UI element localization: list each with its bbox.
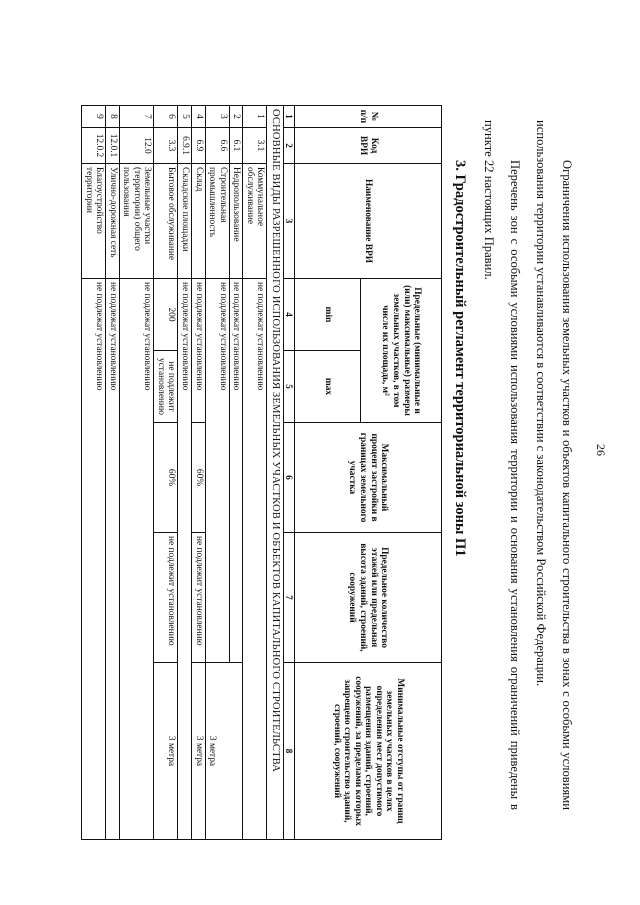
row-floors: не подлежит установлению [154, 533, 178, 663]
column-number: 4 [283, 279, 294, 351]
intro-paragraph-2: Перечень зон с особыми условиями использования территории и основания установления ограничений приведены в пункте 22 настоящих Правил. [482, 120, 522, 810]
table-row [154, 106, 178, 840]
row-floors: не подлежит установлению [191, 533, 205, 663]
row-name: Земельные участки (территории) общего пользования [119, 164, 154, 279]
column-number: 8 [283, 663, 294, 840]
header-max: max [295, 351, 361, 423]
row-size: не подлежат установлению [119, 279, 154, 840]
row-name: Склад [191, 164, 205, 279]
header-setback: Минимальные отступы от границ земельных участков в целях определения мест допустимого размещения зданий, строений, сооружений, за пределами которых запрещено строительство зданий, строений, сооружений [295, 663, 442, 840]
row-name: Коммунальное обслуживание [243, 164, 267, 279]
row-size: не подлежат установлению [106, 279, 120, 840]
page-number: 26 [594, 444, 608, 456]
table-row [243, 106, 267, 840]
section-title: 3. Градостроительный регламент территориальной зоны П1 [452, 160, 468, 557]
row-size: не подлежат установлению [243, 279, 267, 840]
row-code: 6.6 [205, 128, 229, 164]
table-row [178, 106, 192, 840]
row-number: 8 [106, 106, 120, 128]
row-number: 4 [191, 106, 205, 128]
column-number: 7 [283, 533, 294, 663]
row-min: 200 [154, 279, 178, 351]
header-percent: Максимальный процент застройки в границах земельного участка [295, 423, 442, 533]
row-name: Складские площадки [178, 164, 192, 279]
row-name: Улично-дорожная сеть [106, 164, 120, 279]
table-row [119, 106, 154, 840]
table-row [82, 106, 106, 840]
header-size: Предельные (минимальные и (или) максимальные) размеры земельных участков, в том числе их площадь, м² [361, 279, 442, 423]
regulation-table [81, 105, 442, 840]
row-code: 6.9 [191, 128, 205, 164]
row-size: не подлежат установлению [229, 279, 243, 663]
row-name: Строительная промышленность [205, 164, 229, 279]
row-code: 6.1 [229, 128, 243, 164]
row-setback: 3 метра [191, 663, 205, 840]
column-number: 1 [283, 106, 294, 128]
row-size: не подлежат установлению [178, 279, 192, 840]
row-name: Благоустройство территории [82, 164, 106, 279]
header-row [361, 106, 442, 840]
column-number: 5 [283, 351, 294, 423]
row-number: 6 [154, 106, 178, 128]
row-percent: 60% [154, 423, 178, 533]
header-min: min [295, 279, 361, 351]
intro-text [476, 120, 580, 810]
row-code: 12.0 [119, 128, 154, 164]
header-code: Код ВРИ [295, 128, 442, 164]
row-number: 3 [205, 106, 229, 128]
row-code: 6.9.1 [178, 128, 192, 164]
row-number: 7 [119, 106, 154, 128]
column-number-row [283, 106, 294, 840]
column-number: 3 [283, 164, 294, 279]
row-size: не подлежат установлению [82, 279, 106, 840]
row-percent: 60% [191, 423, 205, 533]
header-floors: Предельное количество этажей или предельная высота зданий, строений, сооружений [295, 533, 442, 663]
intro-paragraph-1: Ограничения использования земельных участков и объектов капитального строительства в зонах с особыми условиями использования территории устанавливаются в соответствии с законодательством Российской Федерации. [534, 120, 574, 810]
group-title: ОСНОВНЫЕ ВИДЫ РАЗРЕШЕННОГО ИСПОЛЬЗОВАНИЯ ЗЕМЕЛЬНЫХ УЧАСТКОВ И ОБЪЕКТОВ КАПИТАЛЬНОГО СТРОИТЕЛЬСТВА [267, 106, 284, 840]
row-max: не подлежит установлению [154, 351, 178, 423]
row-name: Недропользование [229, 164, 243, 279]
row-size: не подлежат установлению [205, 279, 229, 663]
table-row [191, 106, 205, 840]
row-number: 9 [82, 106, 106, 128]
table-row [229, 106, 243, 840]
rotated-landscape-content [30, 50, 610, 850]
row-number: 5 [178, 106, 192, 128]
row-code: 12.0.2 [82, 128, 106, 164]
row-code: 3.3 [154, 128, 178, 164]
row-number: 2 [229, 106, 243, 128]
row-setback: 3 метра [205, 663, 243, 840]
header-number: № п/п [295, 106, 442, 128]
row-code: 3.1 [243, 128, 267, 164]
column-number: 6 [283, 423, 294, 533]
table-row [106, 106, 120, 840]
row-number: 1 [243, 106, 267, 128]
group-title-row [267, 106, 284, 840]
column-number: 2 [283, 128, 294, 164]
row-size: не подлежат установлению [191, 279, 205, 423]
row-code: 12.0.1 [106, 128, 120, 164]
header-name: Наименование ВРИ [295, 164, 442, 279]
row-setback: 3 метра [154, 663, 178, 840]
row-name: Бытовое обслуживание [154, 164, 178, 279]
